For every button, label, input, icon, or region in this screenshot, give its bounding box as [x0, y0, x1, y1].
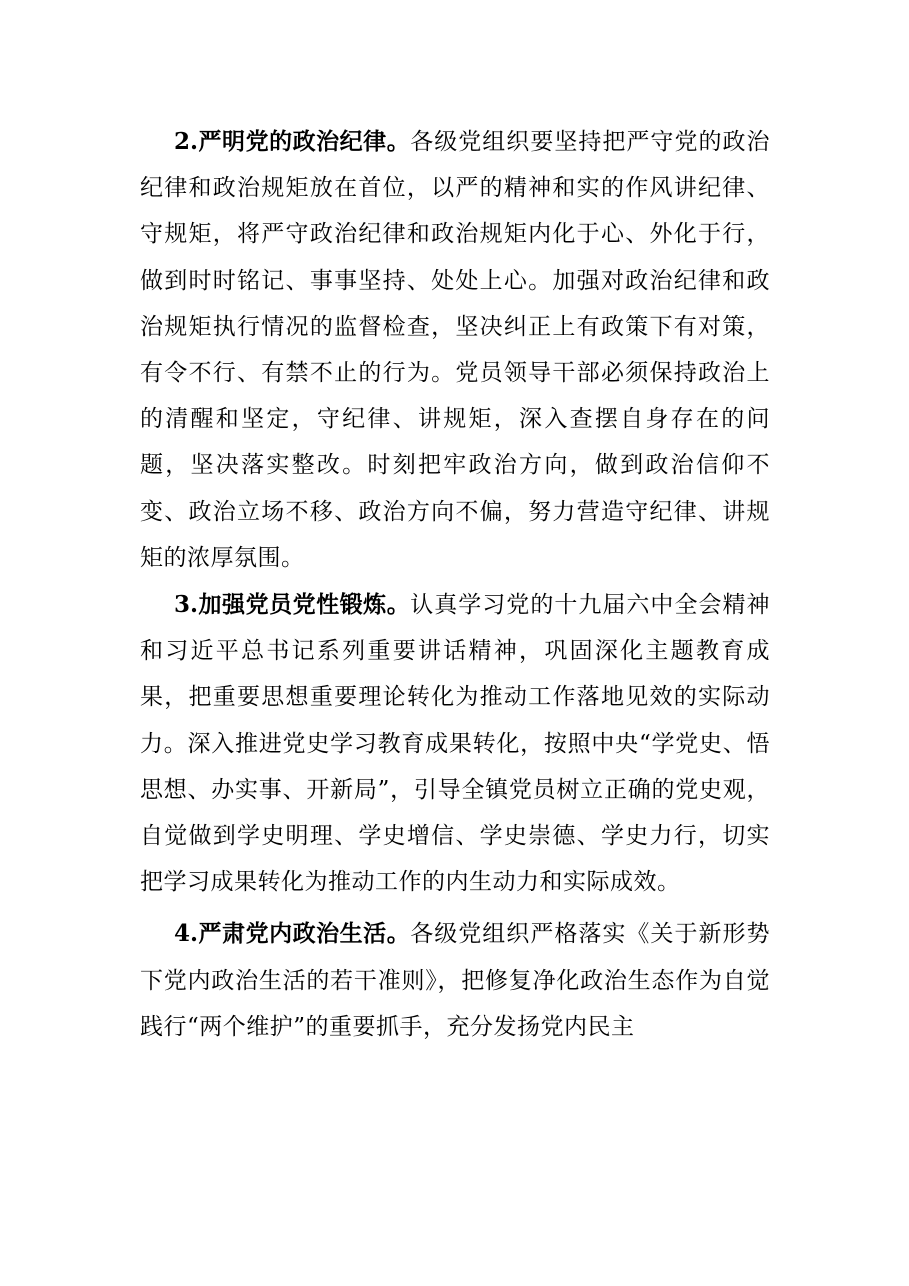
- paragraph-number: 3.: [174, 591, 199, 619]
- paragraph-body: 各级党组织严格落实《关于新形势下党内政治生活的若干准则》，把修复净化政治生态作为自觉践行“两个维护”的重要抓手，充分发扬党内民主: [140, 921, 771, 1040]
- document-body: [140, 119, 770, 1050]
- paragraph-heading: [174, 921, 410, 947]
- paragraph-4: [140, 911, 770, 1050]
- paragraph-number: 4.: [174, 920, 199, 948]
- paragraph-heading-text: 加强党员党性锻炼。: [198, 592, 411, 619]
- paragraph-heading: [174, 129, 410, 155]
- paragraph-heading-text: 严肃党内政治生活。: [198, 921, 411, 948]
- paragraph-number: 2.: [174, 128, 199, 155]
- paragraph-3: [140, 582, 770, 905]
- paragraph-body: 认真学习党的十九届六中全会精神和习近平总书记系列重要讲话精神，巩固深化主题教育成果，把重要思想重要理论转化为推动工作落地见效的实际动力。深入推进党史学习教育成果转化，按照中央“学党史、悟思想、办实事、开新局”，引导全镇党员树立正确的党史观，自觉做到学史明理、学史增信、学史崇德、学史力行，切实把学习成果转化为推动工作的内生动力和实际成效。: [140, 592, 771, 896]
- paragraph-2: [140, 119, 770, 581]
- paragraph-body: 各级党组织要坚持把严守党的政治纪律和政治规矩放在首位，以严的精神和实的作风讲纪律、守规矩，将严守政治纪律和政治规矩内化于心、外化于行，做到时时铭记、事事坚持、处处上心。加强对政治纪律和政治规矩执行情况的监督检查，坚决纠正上有政策下有对策，有令不行、有禁不止的行为。党员领导干部必须保持政治上的清醒和坚定，守纪律、讲规矩，深入查摆自身存在的问题，坚决落实整改。时刻把牢政治方向，做到政治信仰不变、政治立场不移、政治方向不偏，努力营造守纪律、讲规矩的浓厚氛围。: [140, 129, 771, 571]
- paragraph-heading-text: 严明党的政治纪律。: [198, 129, 411, 155]
- paragraph-heading: [174, 592, 410, 618]
